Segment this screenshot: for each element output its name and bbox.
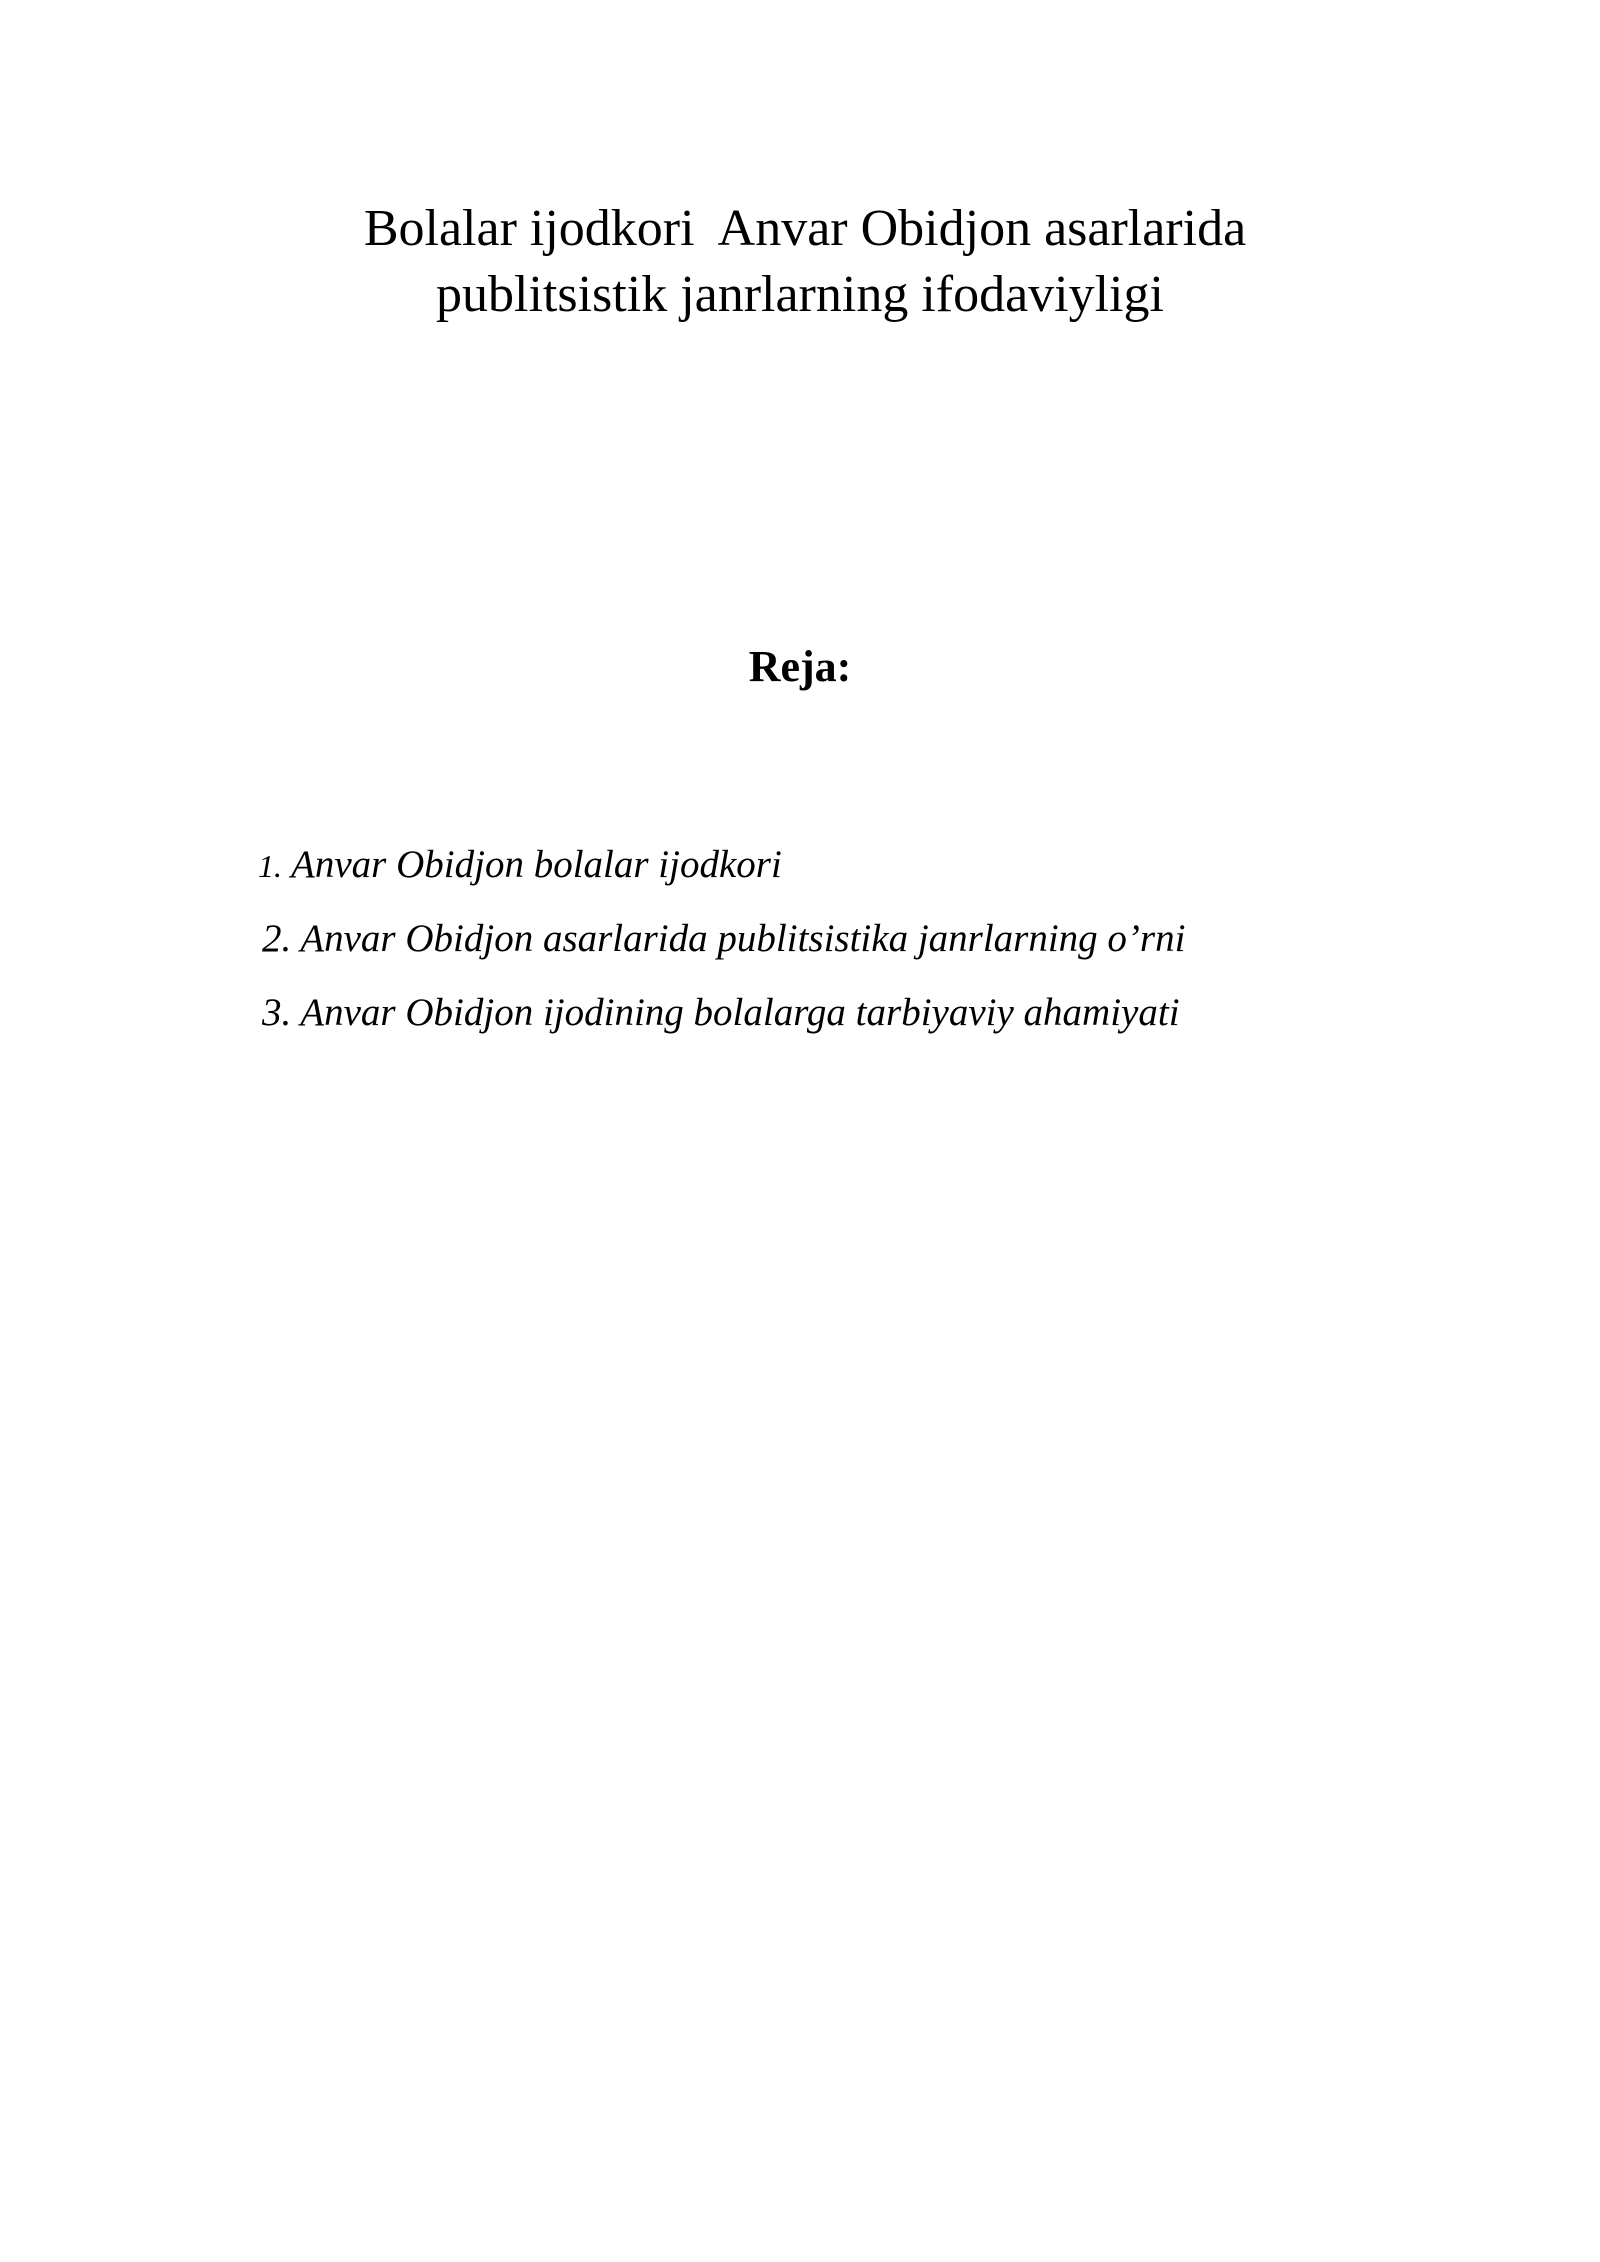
plan-item-number: 3. — [262, 991, 292, 1034]
plan-item — [258, 838, 1185, 912]
plan-item — [258, 986, 1185, 1060]
title-line-2: publitsistik janrlarning ifodaviyligi — [436, 266, 1164, 323]
document-title — [0, 196, 1600, 328]
plan-item — [258, 912, 1185, 986]
plan-list — [258, 838, 1185, 1060]
plan-item-number: 2. — [262, 917, 292, 960]
plan-item-text: Anvar Obidjon bolalar ijodkori — [282, 843, 782, 886]
plan-item-text: Anvar Obidjon asarlarida publitsistika janrlarning o’rni — [291, 917, 1186, 960]
plan-item-number: 1. — [258, 848, 282, 884]
plan-heading: Reja: — [748, 642, 852, 691]
plan-item-text: Anvar Obidjon ijodining bolalarga tarbiyaviy ahamiyati — [291, 991, 1180, 1034]
title-line-1: Bolalar ijodkori Anvar Obidjon asarlarida — [363, 200, 1247, 257]
